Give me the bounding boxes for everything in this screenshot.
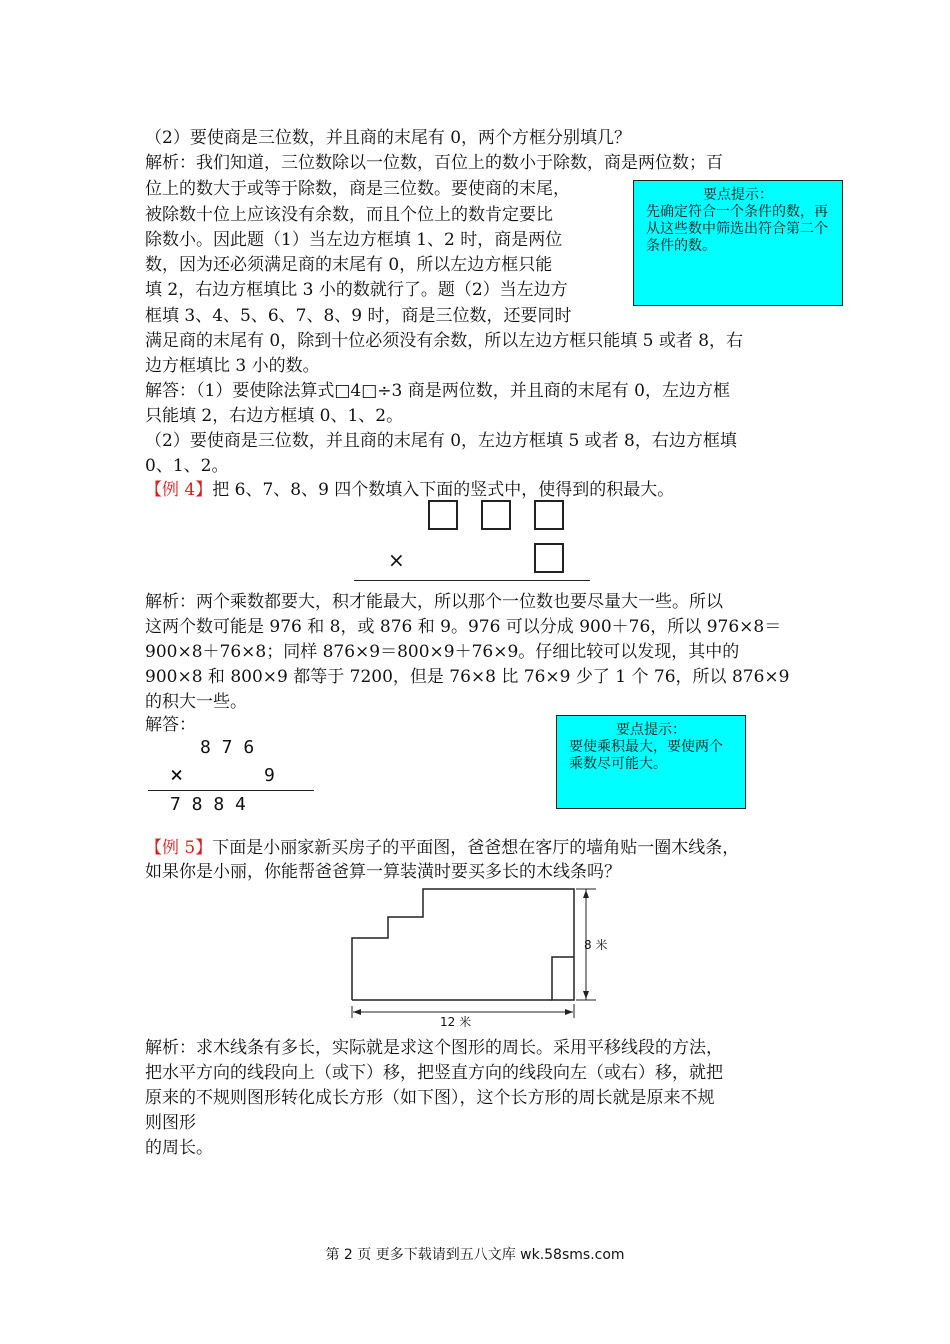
text-line: 900×8＋76×8；同样 876×9＝800×9＋76×9。仔细比较可以发现，其中的 — [145, 642, 740, 662]
example-5-question — [145, 836, 739, 860]
text-line: 数，因为还必须满足商的末尾有 0，所以左边方框只能 — [145, 255, 553, 275]
text-line: 900×8 和 800×9 都等于 7200，但是 76×8 比 76×9 少了 1 个 76，所以 876×9 — [145, 667, 790, 687]
answer-line — [148, 790, 314, 791]
text-line: 如果你是小丽，你能帮爸爸算一算装潢时要买多长的木线条吗？ — [145, 862, 621, 882]
answer-multiplier: 9 — [264, 765, 275, 786]
text-line: 被除数十位上应该没有余数，而且个位上的数肯定要比 — [145, 205, 553, 225]
text-line: 的积大一些。 — [145, 692, 247, 712]
text-line: 填 2，右边方框填比 3 小的数就行了。题（2）当左边方 — [145, 280, 568, 300]
example-4-question — [145, 478, 674, 502]
text-line: 把水平方向的线段向上（或下）移，把竖直方向的线段向左（或右）移，就把 — [145, 1063, 723, 1083]
text-line: （2）要使商是三位数，并且商的末尾有 0，两个方框分别填几？ — [145, 128, 632, 148]
text-line: 位上的数大于或等于除数，商是三位数。要使商的末尾， — [145, 179, 570, 199]
text-line: 的周长。 — [145, 1138, 213, 1158]
floor-plan — [340, 880, 620, 1030]
answer-multiplicand: 8 7 6 — [200, 737, 255, 758]
tip-box — [633, 180, 843, 306]
text-line: 除数小。因此题（1）当左边方框填 1、2 时，商是两位 — [145, 230, 563, 250]
tip-box — [556, 715, 746, 809]
answer-box — [534, 543, 564, 573]
text-line: 解析：我们知道，三位数除以一位数，百位上的数小于除数，商是两位数；百 — [145, 153, 723, 173]
example-label: 【例 4】 — [145, 480, 213, 500]
text-line: 只能填 2，右边方框填 0、1、2。 — [145, 406, 404, 426]
width-label: 12 米 — [440, 1015, 472, 1029]
page-footer: 第 2 页 更多下载请到五八文库 wk.58sms.com — [325, 1247, 625, 1263]
answer-times-sign: × — [170, 763, 184, 788]
question-text: 下面是小丽家新买房子的平面图，爸爸想在客厅的墙角贴一圈木线条， — [212, 838, 740, 858]
text-line: 解析：两个乘数都要大，积才能最大，所以那个一位数也要尽量大一些。所以 — [145, 592, 723, 612]
text-line: 满足商的末尾有 0，除到十位必须没有余数，所以左边方框只能填 5 或者 8，右 — [145, 331, 744, 351]
text-line: 这两个数可能是 976 和 8，或 876 和 9。976 可以分成 900＋76，所以 976×8＝ — [145, 617, 782, 637]
text-line: 解析：求木线条有多长，实际就是求这个图形的周长。采用平移线段的方法， — [145, 1038, 723, 1058]
question-text: 把 6、7、8、9 四个数填入下面的竖式中，使得到的积最大。 — [212, 480, 675, 500]
text-line: 框填 3、4、5、6、7、8、9 时，商是三位数，还要同时 — [145, 306, 572, 326]
text-line: 0、1、2。 — [145, 456, 229, 476]
tip-title: 要点提示： — [616, 722, 686, 738]
times-sign: × — [388, 548, 405, 572]
tip-body: 要使乘积最大，要使两个乘数尽可能大。 — [569, 739, 723, 772]
text-line: 解答：（1）要使除法算式□4□÷3 商是两位数，并且商的末尾有 0，左边方框 — [145, 381, 730, 401]
answer-box — [481, 500, 511, 530]
answer-result: 7 8 8 4 — [170, 794, 246, 815]
text-line: 则图形 — [145, 1113, 196, 1133]
example-label: 【例 5】 — [145, 838, 213, 858]
sum-line — [354, 580, 590, 581]
tip-title: 要点提示： — [703, 187, 773, 203]
answer-box — [428, 500, 458, 530]
text-line: （2）要使商是三位数，并且商的末尾有 0，左边方框填 5 或者 8，右边方框填 — [145, 431, 737, 451]
text-line: 边方框填比 3 小的数。 — [145, 356, 320, 376]
answer-box — [534, 500, 564, 530]
height-label: 8 米 — [584, 938, 608, 952]
answer-label: 解答： — [145, 715, 196, 735]
tip-body: 先确定符合一个条件的数，再从这些数中筛选出符合第二个条件的数。 — [646, 204, 828, 254]
text-line: 原来的不规则图形转化成长方形（如下图），这个长方形的周长就是原来不规 — [145, 1088, 715, 1108]
